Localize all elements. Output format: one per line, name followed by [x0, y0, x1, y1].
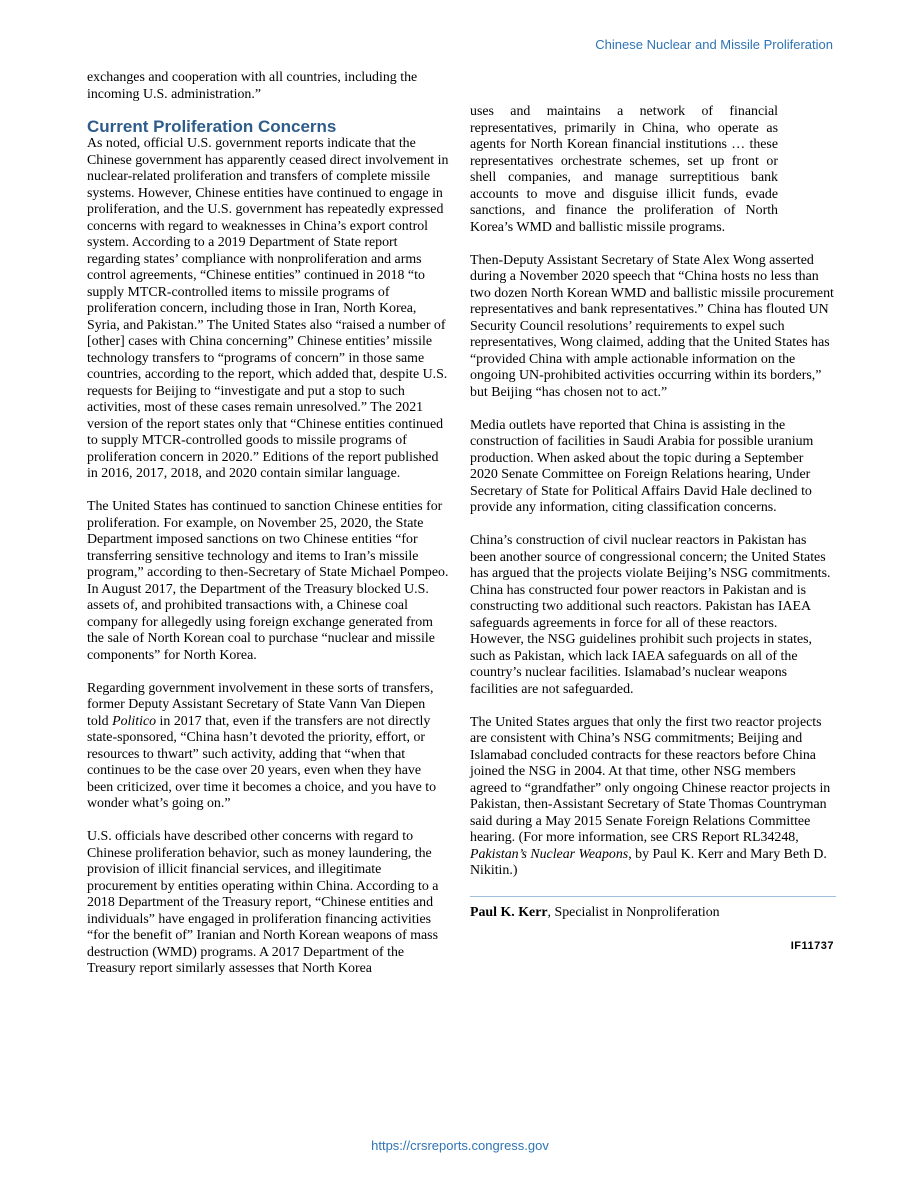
paragraph-sanctions: The United States has continued to sanction Chinese entities for proliferation. For example, on November 25, 2020, the State Department imposed sanctions on two Chinese entities “for transferring sensitive technology and items to Iran’s missile program,” according to then-Secretary of State Michael Pompeo. In August 2017, the Department of the Treasury blocked U.S. assets of, and prohibited transactions with, a Chinese coal company for allegedly using foreign exchange generated from the sale of North Korean coal to purchase “nuclear and missile components” for North Korea.: [87, 499, 449, 663]
paragraph-pakistan-reactors: China’s construction of civil nuclear reactors in Pakistan has been another source of congressional concern; the United States has argued that the projects violate Beijing’s NSG commitments. China has constructed four power reactors in Pakistan and is constructing two additional such reactors. Pakistan has IAEA safeguards agreements in force for all of these reactors. However, the NSG guidelines prohibit such projects in states, such as Pakistan, which lack IAEA safeguards on all of the country’s nuclear facilities. Islamabad’s nuclear weapons facilities are not safeguarded.: [470, 533, 831, 697]
section-heading: Current Proliferation Concerns: [87, 117, 337, 136]
author-line: [470, 905, 834, 922]
author-title: , Specialist in Nonproliferation: [547, 905, 720, 920]
block-quote: uses and maintains a network of financial representatives, primarily in China, who operate as agents for North Korean financial institutions … these representatives orchestrate schemes, set up front or shell companies, and manage surreptitious bank accounts to move and disguise illicit funds, evade sanctions, and finance the proliferation of North Korea’s WMD and ballistic missile programs.: [470, 104, 778, 235]
intro-continuation: exchanges and cooperation with all countries, including the incoming U.S. administration.”: [87, 70, 418, 102]
footer-url-link[interactable]: https://crsreports.congress.gov: [371, 1138, 549, 1153]
author-name: Paul K. Kerr: [470, 905, 548, 920]
paragraph-text: The United States argues that only the first two reactor projects are consistent with China’s NSG commitments; Beijing and Islamabad concluded contracts for these reactors before China joined the NSG in 2004. At that time, other NSG members agreed to “grandfather” only ongoing Chinese reactor projects in Pakistan, then-Assistant Secretary of State Thomas Countryman said during a May 2015 Senate Foreign Relations Committee hearing. (For more information, see CRS Report RL34248,: [470, 714, 831, 845]
paragraph-nsg-commitments: [470, 715, 834, 880]
paragraph-government-involvement: [87, 681, 449, 813]
paragraph-text: in 2017 that, even if the transfers are not directly state-sponsored, “China hasn’t devoted the priority, effort, or resources to thwart” such activity, adding that “when that continues to be the case over 20 years, even when they have been criticized, over time it becomes a choice, and you have to wonder what’s going on.”: [87, 713, 437, 811]
author-divider: [470, 896, 836, 897]
paragraph-wong-speech: Then-Deputy Assistant Secretary of State Alex Wong asserted during a November 2020 speech that “China hosts no less than two dozen North Korean WMD and ballistic missile procurement representatives and bank representatives.” China has flouted UN Security Council resolutions’ requirements to expel such representatives, Wong claimed, adding that the United States has “provided China with ample actionable information on the ongoing UN-prohibited activities occurring within its borders,” but Beijing “has chosen not to act.”: [470, 252, 834, 400]
paragraph-saudi-arabia: Media outlets have reported that China is assisting in the construction of facilities in Saudi Arabia for possible uranium production. When asked about the topic during a September 2020 Senate Committee on Foreign Relations hearing, Under Secretary of State for Political Affairs David Hale declined to provide any information, citing classification concerns.: [470, 417, 814, 515]
right-column: [470, 104, 834, 955]
paragraph-financial-concerns: U.S. officials have described other concerns with regard to Chinese proliferation behavior, such as money laundering, the provision of illicit financial services, and illegitimate procurement by entities operating within China. According to a 2018 Department of the Treasury report, “Chinese entities and individuals” have engaged in proliferation financing activities “for the benefit of” Iranian and North Korean weapons of mass destruction (WMD) programs. A 2017 Department of the Treasury report similarly assesses that North Korea: [87, 829, 439, 976]
paragraph-text: , by Paul K. Kerr and Mary Beth D. Nikitin.): [470, 846, 827, 878]
report-title: Pakistan’s Nuclear Weapons: [470, 846, 629, 862]
publication-title: Politico: [112, 713, 157, 729]
document-id: IF11737: [790, 940, 834, 952]
running-header-title: Chinese Nuclear and Missile Proliferation: [595, 37, 833, 52]
paragraph-text: Regarding government involvement in these sorts of transfers, former Deputy Assistant Secretary of State Vann Van Diepen told: [87, 680, 434, 729]
left-column: [87, 70, 449, 978]
paragraph-proliferation-reports: As noted, official U.S. government reports indicate that the Chinese government has apparently ceased direct involvement in nuclear-related proliferation and transfers of complete missile systems. However, Chinese entities have continued to engage in proliferation, and the U.S. government has repeatedly expressed concerns with regard to weaknesses in China’s export control system. According to a 2019 Department of State report regarding states’ compliance with nonproliferation and arms control agreements, “Chinese entities” continued in 2018 “to supply MTCR-controlled items to missile programs of proliferation concern, including those in Iran, North Korea, Syria, and Pakistan.” The United States also “raised a number of [other] cases with China concerning” Chinese entities’ missile technology transfers to “programs of concern” in those same countries, according to the report, which added that, despite U.S. requests for Beijing to “investigate and put a stop to such activities, most of these cases remain unresolved.” The 2021 version of the report states only that “Chinese entities continued to supply MTCR-controlled goods to missile programs of proliferation concern in 2020.” Editions of the report published in 2016, 2017, 2018, and 2020 contain similar language.: [87, 136, 449, 481]
